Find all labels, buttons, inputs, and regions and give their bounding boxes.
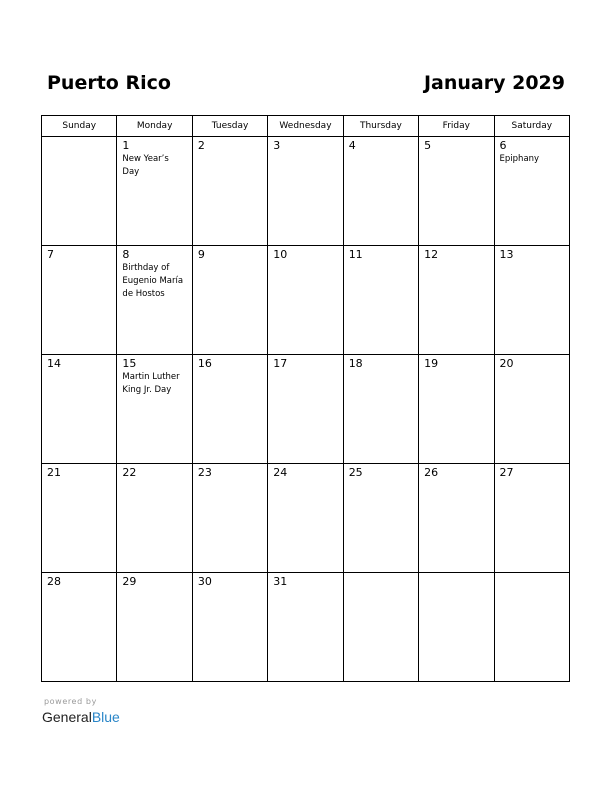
calendar-day-cell [419, 464, 494, 573]
day-number: 30 [197, 575, 212, 588]
calendar-week-row [42, 573, 570, 682]
calendar-day-cell [42, 137, 117, 246]
calendar-day-cell [419, 573, 494, 682]
calendar-day-cell [42, 246, 117, 355]
calendar-day-cell [494, 464, 569, 573]
calendar-day-cell [117, 137, 192, 246]
calendar-day-cell [268, 246, 343, 355]
day-number: 22 [122, 466, 137, 479]
brand-name-part1: General [42, 709, 92, 725]
calendar-country-title: Puerto Rico [47, 72, 171, 94]
calendar-day-cell [117, 464, 192, 573]
day-number: 26 [424, 466, 439, 479]
calendar-week-row [42, 355, 570, 464]
holiday-label: Martin Luther King Jr. Day [122, 372, 180, 395]
calendar-day-cell [192, 355, 267, 464]
calendar-day-cell [117, 573, 192, 682]
calendar-day-cell [494, 355, 569, 464]
day-number: 24 [273, 466, 288, 479]
calendar-month-title: January 2029 [423, 72, 565, 94]
calendar-day-cell [42, 355, 117, 464]
day-number: 28 [47, 575, 61, 588]
day-number: 20 [499, 357, 514, 370]
calendar-day-cell [494, 573, 569, 682]
calendar-day-cell [192, 573, 267, 682]
day-number: 13 [499, 248, 514, 261]
calendar-day-cell [343, 355, 418, 464]
weekday-header: Sunday [42, 116, 117, 137]
day-number: 16 [197, 357, 212, 370]
day-number: 31 [273, 575, 288, 588]
day-number: 25 [348, 466, 363, 479]
calendar-day-cell [419, 137, 494, 246]
weekday-header: Wednesday [268, 116, 343, 137]
calendar-day-cell [268, 573, 343, 682]
calendar-day-cell [117, 355, 192, 464]
day-number: 21 [47, 466, 61, 479]
weekday-header: Saturday [494, 116, 569, 137]
day-number: 5 [424, 139, 432, 152]
weekday-header: Thursday [343, 116, 418, 137]
day-number: 23 [197, 466, 212, 479]
calendar-day-cell [192, 246, 267, 355]
weekday-header: Monday [117, 116, 192, 137]
holiday-label: Epiphany [499, 154, 540, 164]
calendar-day-cell [268, 355, 343, 464]
day-number: 7 [47, 248, 54, 261]
holiday-label: Birthday of Eugenio María de Hostos [122, 263, 184, 299]
calendar-day-cell [494, 246, 569, 355]
day-number: 1 [122, 139, 130, 152]
calendar-day-cell [343, 137, 418, 246]
day-number: 17 [273, 357, 288, 370]
calendar-day-cell [343, 246, 418, 355]
day-number: 12 [424, 248, 439, 261]
calendar-day-cell [419, 355, 494, 464]
calendar-grid [41, 115, 570, 682]
powered-by-text: powered by [44, 697, 97, 706]
day-number: 11 [348, 248, 363, 261]
calendar-day-cell [343, 573, 418, 682]
day-number: 10 [273, 248, 288, 261]
day-number: 9 [197, 248, 205, 261]
calendar-day-cell [343, 464, 418, 573]
day-number: 14 [47, 357, 61, 370]
brand-logo[interactable] [42, 709, 120, 725]
calendar-day-cell [117, 246, 192, 355]
brand-name-part2: Blue [91, 709, 120, 725]
day-number: 4 [348, 139, 356, 152]
weekday-header: Tuesday [192, 116, 267, 137]
calendar-day-cell [268, 137, 343, 246]
day-number: 19 [424, 357, 439, 370]
day-number: 8 [122, 248, 130, 261]
day-number: 3 [273, 139, 281, 152]
calendar-day-cell [419, 246, 494, 355]
calendar-day-cell [268, 464, 343, 573]
calendar-week-row [42, 246, 570, 355]
weekday-header: Friday [419, 116, 494, 137]
day-number: 6 [499, 139, 507, 152]
day-number: 27 [499, 466, 514, 479]
calendar-week-row [42, 464, 570, 573]
day-number: 15 [122, 357, 137, 370]
day-number: 29 [122, 575, 137, 588]
calendar-day-cell [42, 464, 117, 573]
weekday-header-row [42, 116, 570, 137]
day-number: 2 [197, 139, 205, 152]
calendar-day-cell [192, 137, 267, 246]
calendar-week-row [42, 137, 570, 246]
calendar-day-cell [42, 573, 117, 682]
holiday-label: New Year’s Day [122, 154, 169, 177]
day-number: 18 [348, 357, 363, 370]
calendar-day-cell [494, 137, 569, 246]
calendar-day-cell [192, 464, 267, 573]
